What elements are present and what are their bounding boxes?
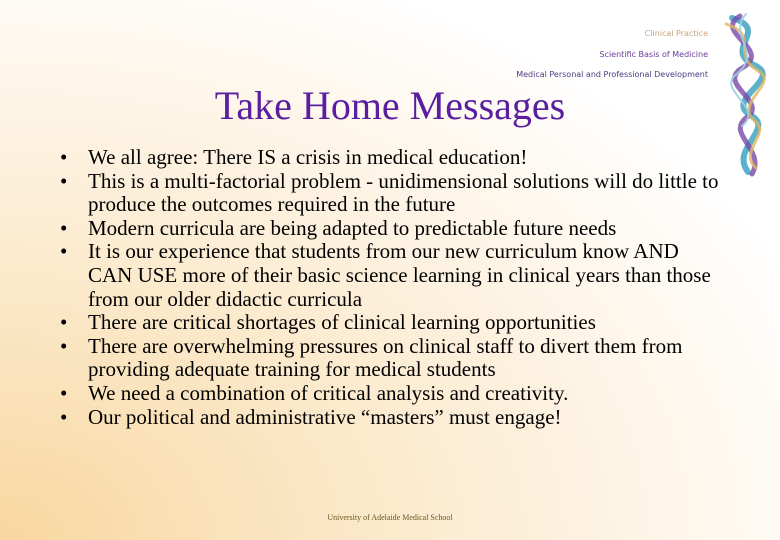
message-list <box>60 146 720 429</box>
tag-scientific-basis: Scientific Basis of Medicine <box>599 49 708 59</box>
list-item <box>60 335 720 382</box>
list-item-text: We need a combination of critical analysis and creativity. <box>88 380 569 405</box>
list-item <box>60 406 720 430</box>
footer-institution: University of Adelaide Medical School <box>327 513 453 522</box>
bullet-icon: • <box>60 215 68 240</box>
list-item-text: There are overwhelming pressures on clinical staff to divert them from providing adequate training for medical students <box>88 333 683 382</box>
bullet-icon: • <box>60 168 68 193</box>
bullet-icon: • <box>60 310 68 335</box>
bullet-icon: • <box>60 145 68 169</box>
list-item-text: Our political and administrative “masters” must engage! <box>88 404 562 429</box>
bullet-icon: • <box>60 239 68 264</box>
list-item-text: It is our experience that students from our new curriculum know AND CAN USE more of their basic science learning in clinical years than those from our older didactic curricula <box>88 239 711 311</box>
tag-personal-development: Medical Personal and Professional Development <box>516 70 708 79</box>
list-item <box>60 311 720 335</box>
list-item-text: There are critical shortages of clinical learning opportunities <box>88 310 596 335</box>
list-item-text: Modern curricula are being adapted to predictable future needs <box>88 215 617 240</box>
bullet-icon: • <box>60 380 68 405</box>
list-item-text: This is a multi-factorial problem - unidimensional solutions will do little to produce the outcomes required in the future <box>88 168 719 217</box>
tag-clinical-practice: Clinical Practice <box>644 29 708 38</box>
list-item <box>60 146 720 170</box>
bullet-icon: • <box>60 333 68 358</box>
list-item <box>60 217 720 241</box>
list-item <box>60 170 720 217</box>
header-tags <box>516 24 708 86</box>
list-item <box>60 382 720 406</box>
slide-title: Take Home Messages <box>214 83 566 128</box>
bullet-icon: • <box>60 404 68 429</box>
list-item-text: We all agree: There IS a crisis in medical education! <box>88 145 528 169</box>
list-item <box>60 240 720 311</box>
